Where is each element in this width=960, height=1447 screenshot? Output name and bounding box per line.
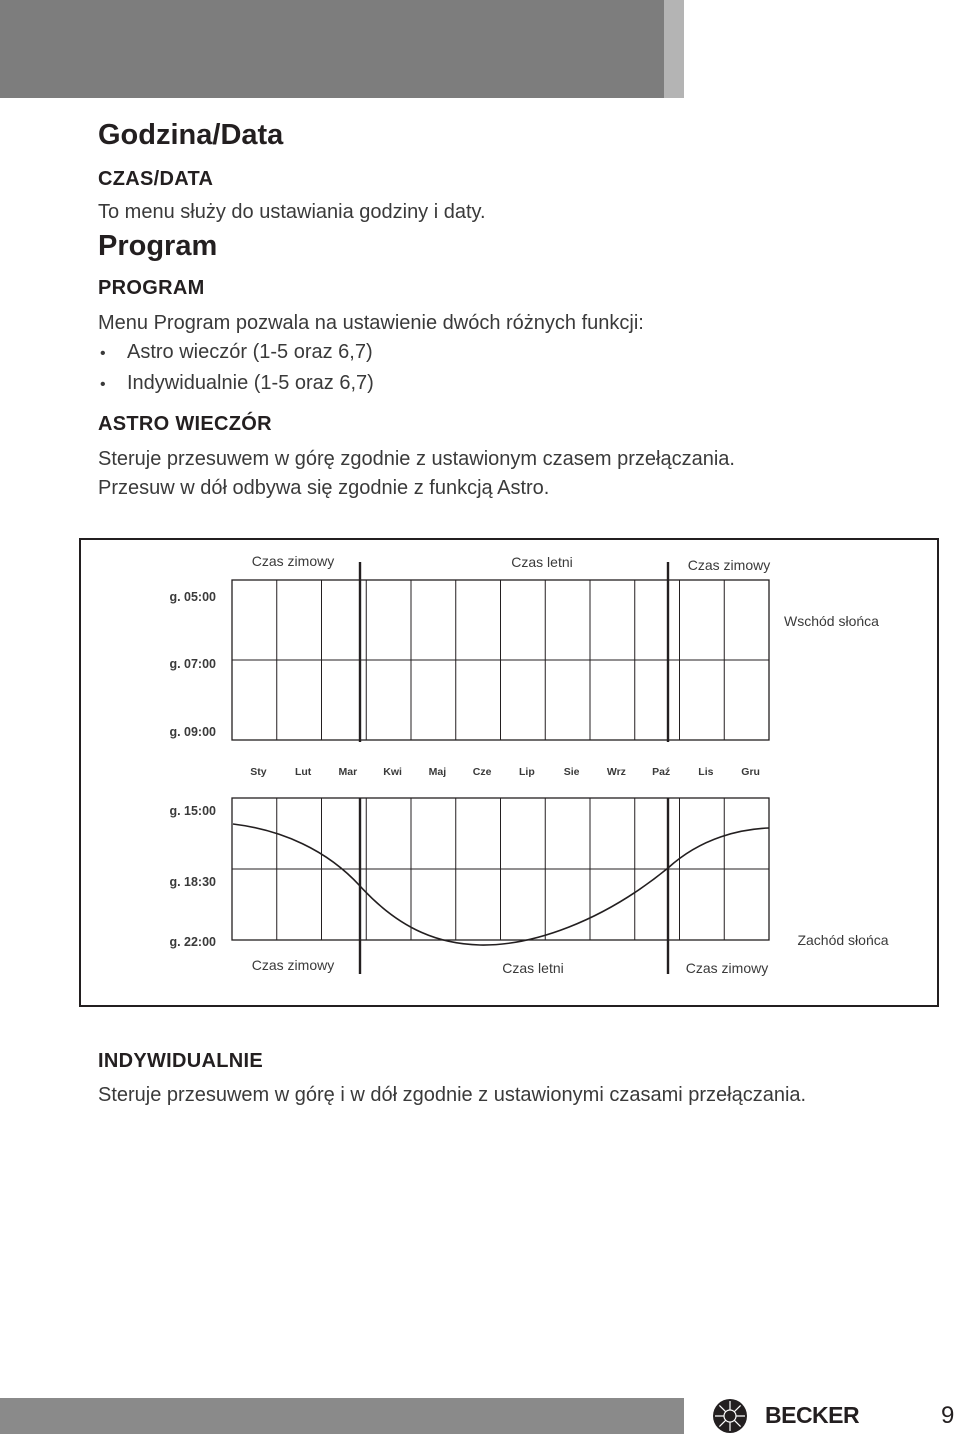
subheading-time-date: CZAS/DATA <box>98 168 214 190</box>
brand-name: BECKER <box>765 1402 860 1428</box>
astro-diagram <box>79 538 939 1007</box>
season-label-top-winter-1: Czas zimowy <box>251 553 335 569</box>
month-label: Lip <box>519 766 535 778</box>
season-label-top-summer: Czas letni <box>511 554 573 570</box>
sunset-time-label: g. 15:00 <box>169 804 216 818</box>
season-label-top-winter-2: Czas zimowy <box>687 557 771 573</box>
sunset-time-label: g. 18:30 <box>169 875 216 889</box>
month-label: Maj <box>428 766 447 778</box>
subheading-astro: ASTRO WIECZÓR <box>98 413 272 435</box>
footer-bar <box>0 1398 684 1434</box>
sunset-time-label: g. 22:00 <box>169 935 216 949</box>
month-label: Mar <box>338 766 358 778</box>
bullet-icon: • <box>100 345 106 362</box>
sunrise-grid <box>232 580 769 740</box>
subheading-program: PROGRAM <box>98 277 205 299</box>
bullet-astro: Astro wieczór (1-5 oraz 6,7) <box>127 341 373 363</box>
sunrise-time-label: g. 07:00 <box>169 657 216 671</box>
becker-logo-icon <box>712 1398 748 1434</box>
month-label: Sty <box>250 766 267 778</box>
season-label-bottom-summer: Czas letni <box>502 960 564 976</box>
sunset-label: Zachód słońca <box>797 932 889 948</box>
astro-diagram-svg <box>81 540 937 1005</box>
bullet-icon: • <box>100 376 106 393</box>
season-label-bottom-winter-1: Czas zimowy <box>251 957 335 973</box>
sunrise-label: Wschód słońca <box>784 613 879 629</box>
month-label: Wrz <box>606 766 626 778</box>
month-label: Lis <box>698 766 714 778</box>
header-bar <box>0 0 664 98</box>
bullet-individual: Indywidualnie (1-5 oraz 6,7) <box>127 372 374 394</box>
month-label: Gru <box>741 766 760 778</box>
sunrise-time-label: g. 09:00 <box>169 725 216 739</box>
subheading-individual: INDYWIDUALNIE <box>98 1050 264 1072</box>
astro-line-1: Steruje przesuwem w górę zgodnie z ustawionym czasem przełączania. <box>98 448 735 470</box>
time-date-description: To menu służy do ustawiania godziny i daty. <box>98 201 486 223</box>
individual-description: Steruje przesuwem w górę i w dół zgodnie z ustawionymi czasami przełączania. <box>98 1084 807 1106</box>
month-label: Sie <box>563 766 580 778</box>
sunset-grid <box>232 798 769 940</box>
program-intro: Menu Program pozwala na ustawienie dwóch różnych funkcji: <box>98 312 644 334</box>
season-label-bottom-winter-2: Czas zimowy <box>685 960 769 976</box>
month-label: Kwi <box>383 766 402 778</box>
page-number: 9 <box>941 1402 955 1429</box>
month-label: Cze <box>472 766 492 778</box>
sunrise-time-label: g. 05:00 <box>169 590 216 604</box>
month-labels <box>250 766 760 778</box>
header-bar-accent <box>664 0 684 98</box>
heading-program: Program <box>98 230 218 262</box>
astro-line-2: Przesuw w dół odbywa się zgodnie z funkcją Astro. <box>98 477 550 499</box>
heading-time-date: Godzina/Data <box>98 119 284 151</box>
month-label: Lut <box>294 766 312 778</box>
month-label: Paź <box>652 766 671 778</box>
